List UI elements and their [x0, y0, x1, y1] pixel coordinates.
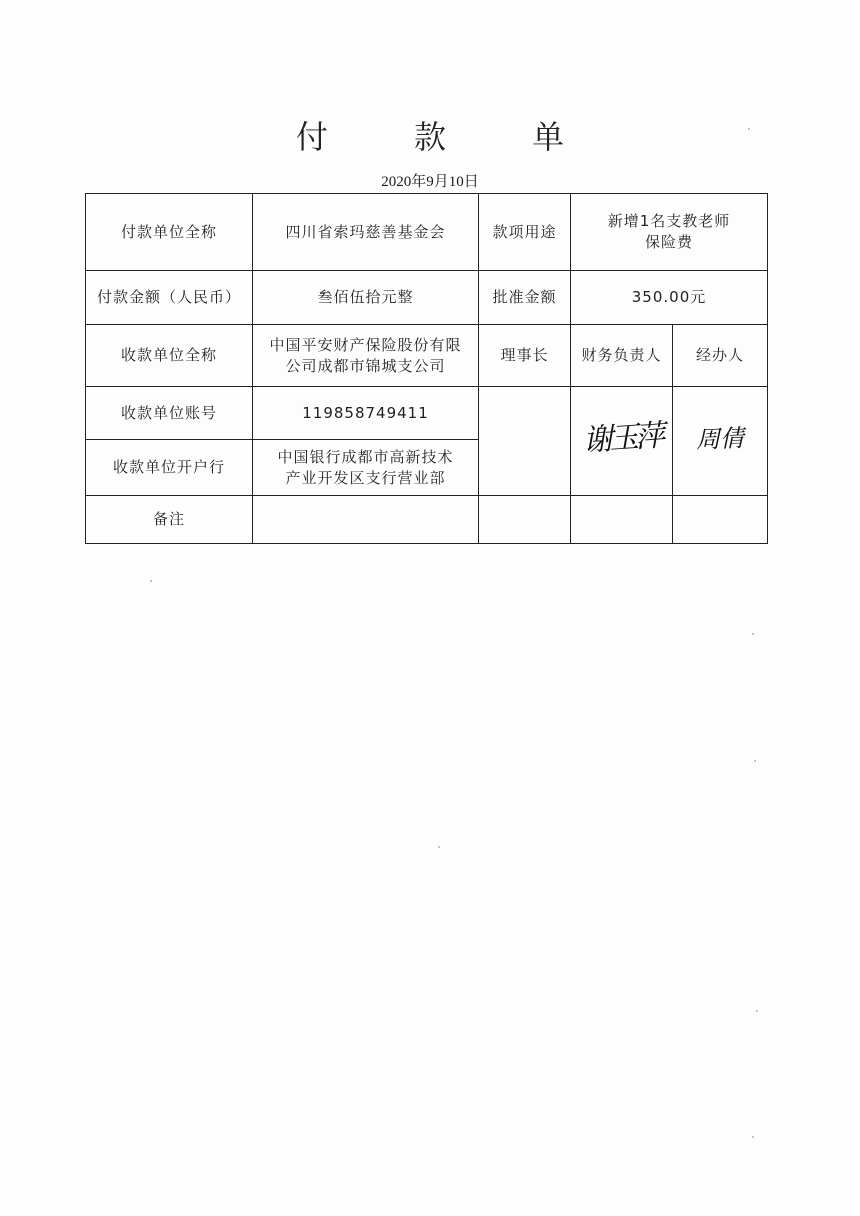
payer-name-label: 付款单位全称	[86, 194, 253, 271]
handler-label: 经办人	[673, 325, 768, 387]
remark-empty-cell	[673, 496, 768, 544]
remark-empty-cell	[479, 496, 571, 544]
document-title: 付 款 单	[295, 118, 603, 156]
payee-name-value-line1: 中国平安财产保险股份有限	[269, 335, 462, 354]
amount-label: 付款金额（人民币）	[86, 271, 253, 325]
bank-label: 收款单位开户行	[86, 440, 253, 496]
scan-speck	[150, 580, 152, 582]
account-label: 收款单位账号	[86, 387, 253, 440]
table-row	[86, 325, 768, 387]
bank-value	[253, 440, 479, 496]
approved-amount-value: 350.00元	[571, 271, 768, 325]
bank-value-line2: 产业开发区支行营业部	[285, 468, 446, 487]
amount-value: 叁佰伍拾元整	[253, 271, 479, 325]
payee-name-label: 收款单位全称	[86, 325, 253, 387]
scan-speck	[748, 128, 750, 130]
scan-speck	[756, 1010, 758, 1012]
scan-speck	[752, 1136, 754, 1138]
bank-value-line1: 中国银行成都市高新技术	[277, 447, 454, 466]
chairman-signature-cell	[479, 387, 571, 496]
finance-label: 财务负责人	[571, 325, 673, 387]
table-row	[86, 271, 768, 325]
payment-form-table	[85, 193, 768, 544]
handler-signature-cell	[673, 387, 768, 496]
purpose-label: 款项用途	[479, 194, 571, 271]
payee-name-value-line2: 公司成都市锦城支公司	[285, 356, 446, 375]
remark-value	[253, 496, 479, 544]
handler-signature: 周倩	[695, 424, 745, 454]
purpose-value-line1: 新增1名支教老师	[607, 212, 731, 230]
table-row	[86, 496, 768, 544]
remark-empty-cell	[571, 496, 673, 544]
approved-amount-label: 批准金额	[479, 271, 571, 325]
purpose-value-line2: 保险费	[645, 233, 694, 251]
document-date: 2020年9月10日	[381, 174, 479, 190]
finance-signature: 谢玉萍	[581, 418, 662, 459]
scan-speck	[754, 760, 756, 762]
table-row	[86, 387, 768, 440]
account-value: 119858749411	[253, 387, 479, 440]
scan-speck	[438, 846, 440, 848]
payee-name-value	[253, 325, 479, 387]
chairman-label: 理事长	[479, 325, 571, 387]
remark-label: 备注	[86, 496, 253, 544]
finance-signature-cell	[571, 387, 673, 496]
purpose-value	[571, 194, 768, 271]
payer-name-value: 四川省索玛慈善基金会	[253, 194, 479, 271]
scan-speck	[752, 633, 754, 635]
table-row	[86, 194, 768, 271]
